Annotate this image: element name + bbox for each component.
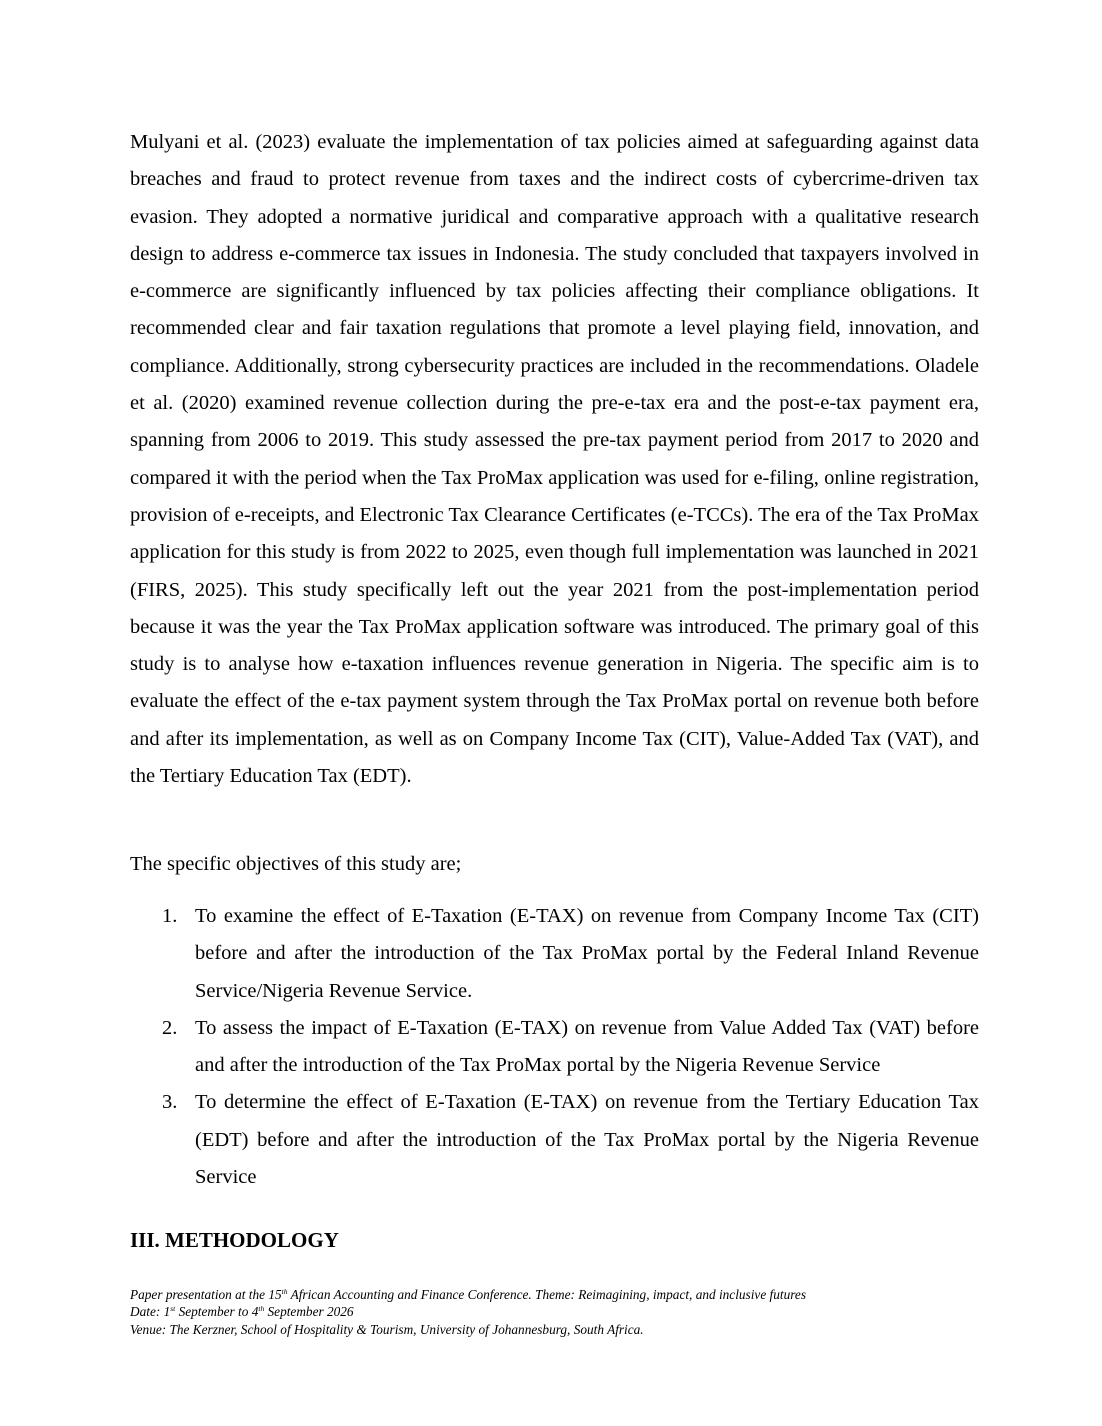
- footer-date-line: Date: 1st September to 4th September 2026: [130, 1304, 354, 1320]
- footer-venue-line: Venue: The Kerzner, School of Hospitality & Tourism, University of Johannesburg, South Africa.: [130, 1321, 644, 1337]
- objective-text: To assess the impact of E-Taxation (E-TAX) on revenue from Value Added Tax (VAT) before and after the introduction of the Tax ProMax portal by the Nigeria Revenue Service: [195, 1016, 979, 1077]
- literature-paragraph: Mulyani et al. (2023) evaluate the implementation of tax policies aimed at safeguarding against data breaches and fraud to protect revenue from taxes and the indirect costs of cybercrime-driven tax evasion. They adopted a normative juridical and comparative approach with a qualitative research design to address e-commerce tax issues in Indonesia. The study concluded that taxpayers involved in e-commerce are significantly influenced by tax policies affecting their compliance obligations. It recommended clear and fair taxation regulations that promote a level playing field, innovation, and compliance. Additionally, strong cybersecurity practices are included in the recommendations. Oladele et al. (2020) examined revenue collection during the pre-e-tax era and the post-e-tax payment era, spanning from 2006 to 2019. This study assessed the pre-tax payment period from 2017 to 2020 and compared it with the period when the Tax ProMax application was used for e-filing, online registration, provision of e-receipts, and Electronic Tax Clearance Certificates (e-TCCs). The era of the Tax ProMax application for this study is from 2022 to 2025, even though full implementation was launched in 2021 (FIRS, 2025). This study specifically left out the year 2021 from the post-implementation period because it was the year the Tax ProMax application software was introduced. The primary goal of this study is to analyse how e-taxation influences revenue generation in Nigeria. The specific aim is to evaluate the effect of the e-tax payment system through the Tax ProMax portal on revenue both before and after its implementation, as well as on Company Income Tax (CIT), Value-Added Tax (VAT), and the Tertiary Education Tax (EDT).: [130, 131, 979, 788]
- objective-item-3: [130, 1084, 979, 1196]
- objective-text: To examine the effect of E-Taxation (E-TAX) on revenue from Company Income Tax (CIT) before and after the introduction of the Tax ProMax portal by the Federal Inland Revenue Service/Nigeria Revenue Service.: [195, 905, 979, 1002]
- objectives-intro: The specific objectives of this study are;: [130, 853, 462, 875]
- page-footer: [130, 1286, 1030, 1338]
- objective-number: 3.: [162, 1091, 178, 1114]
- objective-item-2: [130, 1010, 979, 1085]
- objectives-list: [130, 898, 979, 1196]
- objective-number: 1.: [162, 905, 178, 927]
- section-heading: III. METHODOLOGY: [130, 1228, 339, 1252]
- footer-conference-line: Paper presentation at the 15th African Accounting and Finance Conference. Theme: Reimagining, impact, and inclusive futures: [130, 1287, 806, 1302]
- objective-item-1: [130, 898, 979, 1010]
- objective-number: 2.: [162, 1016, 178, 1039]
- objective-text: To determine the effect of E-Taxation (E-TAX) on revenue from the Tertiary Education Tax (EDT) before and after the introduction of the Tax ProMax portal by the Nigeria Revenue Service: [195, 1091, 979, 1189]
